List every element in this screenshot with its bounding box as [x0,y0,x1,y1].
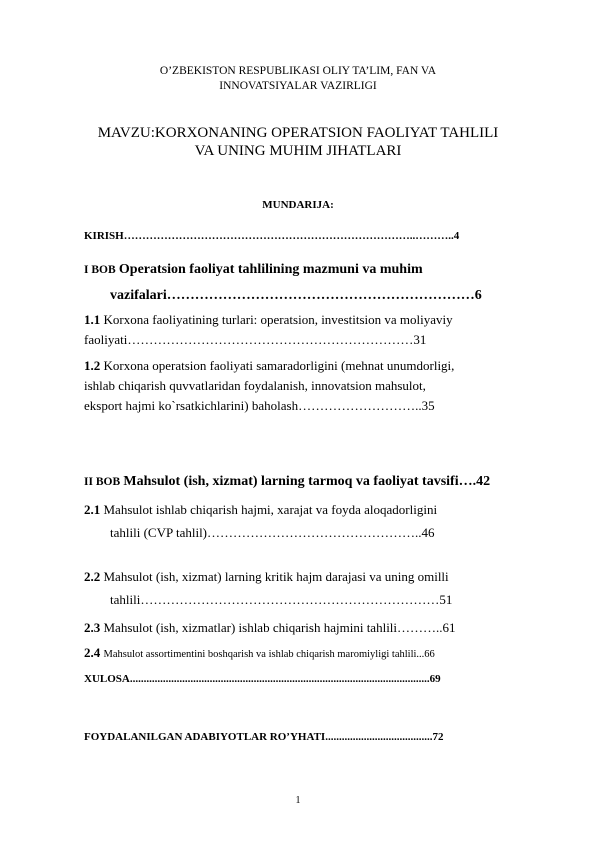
section-line-1: Mahsulot (ish, xizmatlar) ishlab chiqarish hajmini tahlili………..61 [103,620,456,635]
topic-line-2: VA UNING MUHIM JIHATLARI [194,143,402,159]
section-line-1: Korxona operatsion faoliyati samaradorligini (mehnat unumdorligi, [103,358,455,373]
section-number: 1.1 [84,312,101,327]
toc-entry-1-2 [84,356,554,416]
section-number: 2.4 [84,645,101,660]
section-number: 1.2 [84,358,101,373]
section-line-1: Mahsulot (ish, xizmat) larning kritik hajm darajasi va uning omilli [103,569,449,584]
ministry-line-2: INNOVATSIYALAR VAZIRLIGI [219,80,377,92]
section-line-2: faoliyati…………………………………………………………31 [84,332,427,347]
topic-title [60,124,536,160]
bob1-label: I BOB [84,264,116,276]
section-line-2: tahlili……………………………………………………………51 [110,592,453,607]
toc-entry-adabiyotlar: FOYDALANILGAN ADABIYOTLAR RO’YHATI.......................................72 [84,731,444,743]
topic-line-1: MAVZU:KORXONANING OPERATSION FAOLIYAT TAHLILI [97,125,499,141]
toc-entry-1-1 [84,310,554,350]
section-number: 2.1 [84,502,101,517]
section-line-1: Mahsulot ishlab chiqarish hajmi, xarajat va foyda aloqadorligini [103,502,438,517]
toc-entry-kirish: KIRISH……………………………………………………………………..………..4 [84,230,460,242]
toc-entry-bob2 [84,471,554,492]
section-line-3: eksport hajmi ko`rsatkichlarini) baholash………………………..35 [84,398,435,413]
toc-entry-2-3 [84,618,554,638]
section-line-2: tahlili (CVP tahlil)…………………………………………..46 [110,525,435,540]
section-line-2: ishlab chiqarish quvvatlaridan foydalanish, innovatsion mahsulot, [84,378,426,393]
ministry-header [60,64,536,94]
toc-entry-2-1 [84,500,554,543]
bob2-label: II BOB [84,476,121,488]
section-number: 2.2 [84,569,101,584]
toc-heading: MUNDARIJA: [262,199,334,211]
toc-entry-bob1 [84,259,544,306]
bob2-title: Mahsulot (ish, xizmat) larning tarmoq va faoliyat tavsifi….42 [123,474,491,489]
page-number: 1 [295,795,301,806]
toc-entry-2-2 [84,567,554,610]
section-line-1: Mahsulot assortimentini boshqarish va ishlab chiqarish maromiyligi tahlili...66 [103,649,435,660]
bob1-title-line-1: Operatsion faoliyat tahlilining mazmuni va muhim [118,262,423,277]
bob1-title-line-2: vazifalari…………………………………………………………6 [110,288,482,303]
ministry-line-1: O’ZBEKISTON RESPUBLIKASI OLIY TA’LIM, FAN VA [159,65,437,77]
toc-entry-xulosa: XULOSA.............................................................................................................69 [84,673,441,685]
section-line-1: Korxona faoliyatining turlari: operatsion, investitsion va moliyaviy [103,312,453,327]
toc-entry-2-4 [84,643,554,665]
section-number: 2.3 [84,620,101,635]
